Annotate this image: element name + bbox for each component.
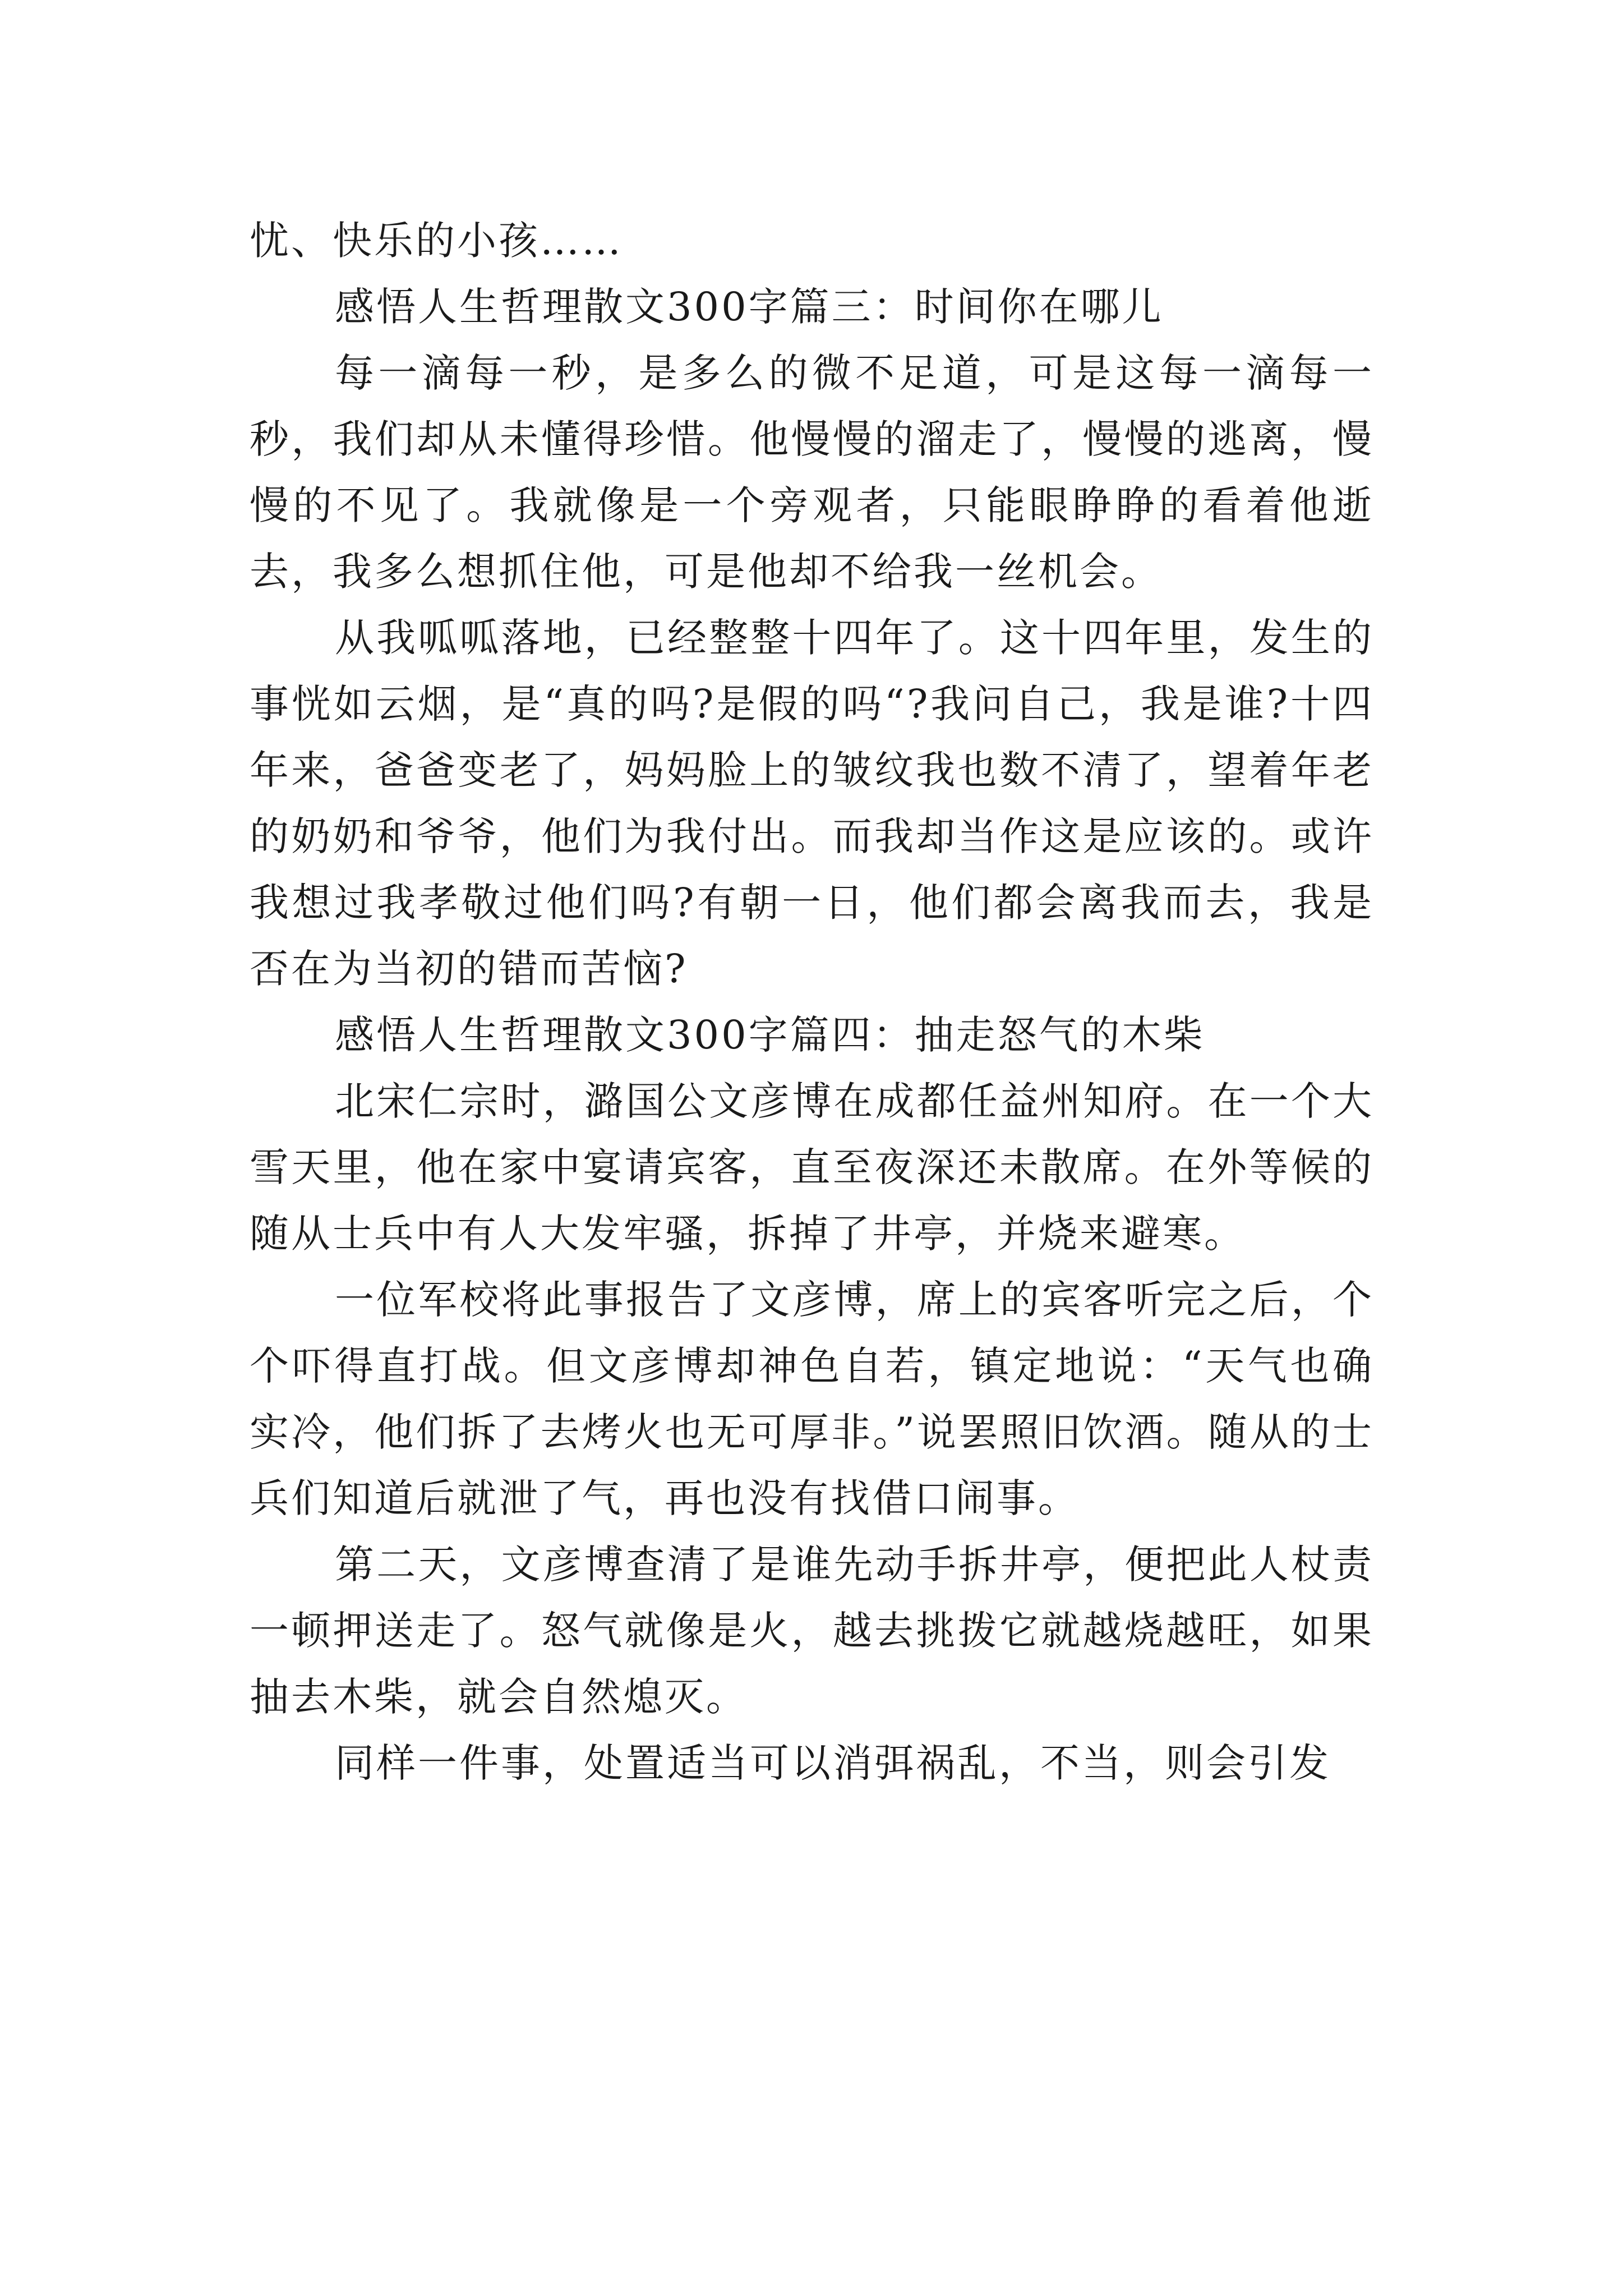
section-heading-3: 感悟人生哲理散文300字篇三：时间你在哪儿 bbox=[335, 284, 1164, 330]
paragraph-continuation: 忧、快乐的小孩…… bbox=[250, 218, 623, 264]
paragraph: 每一滴每一秒，是多么的微不足道，可是这每一滴每一秒，我们却从未懂得珍惜。他慢慢的溜走了，慢慢的逃离，慢慢的不见了。我就像是一个旁观者，只能眼睁睁的看着他逝去，我多么想抓住他，可是他却不给我一丝机会。 bbox=[250, 350, 1374, 595]
paragraph: 北宋仁宗时，潞国公文彦博在成都任益州知府。在一个大雪天里，他在家中宴请宾客，直至夜深还未散席。在外等候的随从士兵中有人大发牢骚，拆掉了井亭，并烧来避寒。 bbox=[250, 1078, 1374, 1257]
document-body bbox=[250, 208, 1374, 1796]
paragraph: 一位军校将此事报告了文彦博，席上的宾客听完之后，个个吓得直打战。但文彦博却神色自若，镇定地说：“天气也确实冷，他们拆了去烤火也无可厚非。”说罢照旧饮酒。随从的士兵们知道后就泄了气，再也没有找借口闹事。 bbox=[250, 1277, 1374, 1521]
section-heading-4: 感悟人生哲理散文300字篇四：抽走怒气的木柴 bbox=[335, 1012, 1205, 1058]
paragraph: 第二天，文彦博查清了是谁先动手拆井亭，便把此人杖责一顿押送走了。怒气就像是火，越去挑拨它就越烧越旺，如果抽去木柴，就会自然熄灭。 bbox=[250, 1542, 1374, 1720]
paragraph: 从我呱呱落地，已经整整十四年了。这十四年里，发生的事恍如云烟，是“真的吗?是假的吗“?我问自己，我是谁?十四年来，爸爸变老了，妈妈脸上的皱纹我也数不清了，望着年老的奶奶和爷爷，他们为我付出。而我却当作这是应该的。或许我想过我孝敬过他们吗?有朝一日，他们都会离我而去，我是否在为当初的错而苦恼? bbox=[250, 615, 1374, 992]
paragraph-truncated: 同样一件事，处置适当可以消弭祸乱，不当，则会引发 bbox=[335, 1740, 1331, 1786]
